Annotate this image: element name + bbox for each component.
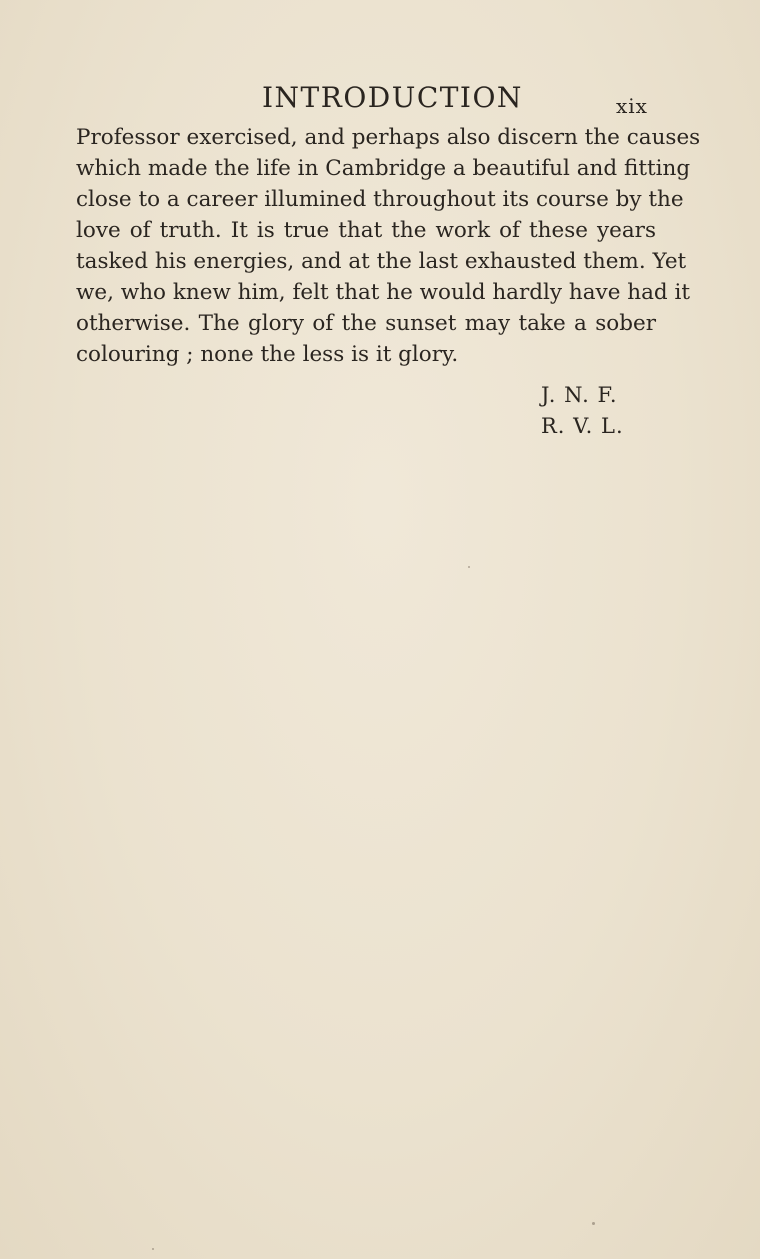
text-line: close to a career illumined throughout its course by the <box>76 187 684 212</box>
text-line: otherwise. The glory of the sunset may take a sober <box>76 311 656 336</box>
paper-speck <box>468 566 470 568</box>
text-line: which made the life in Cambridge a beautiful and fitting <box>76 156 691 181</box>
paper-speck <box>152 1248 154 1250</box>
text-line: colouring ; none the less is it glory. <box>76 342 459 367</box>
text-line: we, who knew him, felt that he would hardly have had it <box>76 280 691 305</box>
paper-speck <box>592 1222 595 1225</box>
signature-initials: R. V. L. <box>541 414 624 438</box>
text-line: tasked his energies, and at the last exhausted them. Yet <box>76 249 687 274</box>
page-number: xix <box>616 94 648 118</box>
chapter-title: INTRODUCTION <box>262 81 523 114</box>
signature-initials: J. N. F. <box>541 383 618 407</box>
running-head <box>0 80 760 120</box>
text-line: love of truth. It is true that the work of these years <box>76 218 656 243</box>
text-line: Professor exercised, and perhaps also discern the causes <box>76 125 701 150</box>
signature-block <box>541 380 661 442</box>
body-paragraph <box>76 122 701 370</box>
